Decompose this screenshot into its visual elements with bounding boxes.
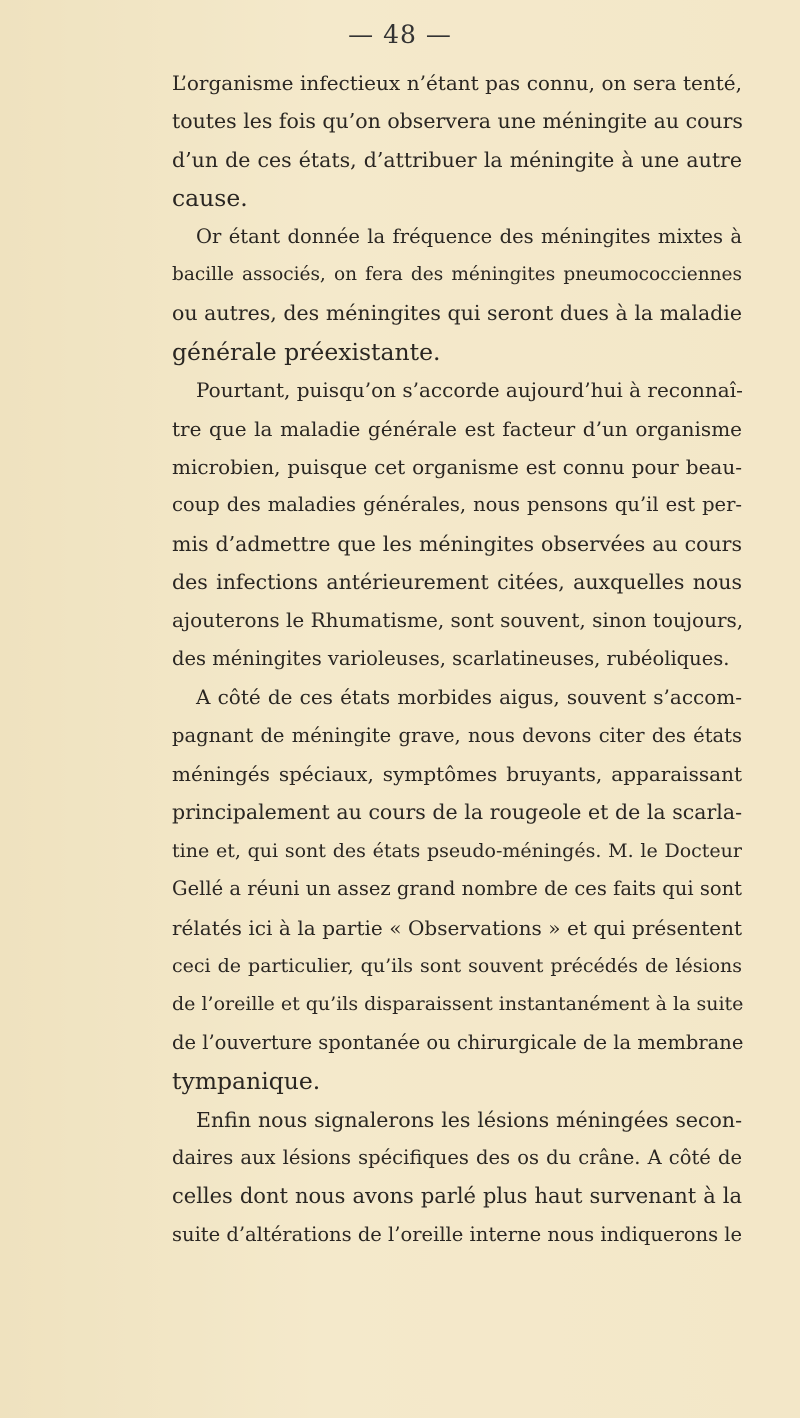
text-line: ou autres, des méningites qui seront dues à la maladie xyxy=(172,301,742,326)
text-line: tine et, qui sont des états pseudo-méningés. M. le Docteur xyxy=(172,839,742,862)
body-text xyxy=(172,64,742,1254)
text-line: Enfin nous signalerons les lésions méningées secon- xyxy=(196,1107,742,1132)
paragraph xyxy=(172,371,742,678)
text-line: rélatés ici à la partie « Observations » et qui présentent xyxy=(172,915,742,940)
text-line: Pourtant, puisqu’on s’accorde aujourd’hui à reconnaî- xyxy=(196,378,743,403)
text-line: des infections antérieurement citées, auxquelles nous xyxy=(172,570,742,595)
paragraph xyxy=(172,678,742,1100)
text-line: ajouterons le Rhumatisme, sont souvent, sinon toujours, xyxy=(172,608,744,633)
text-line: A côté de ces états morbides aigus, souvent s’accom- xyxy=(196,685,742,710)
text-line: Gellé a réuni un assez grand nombre de ces faits qui sont xyxy=(172,877,742,901)
text-line: des méningites varioleuses, scarlatineuses, rubéoliques. xyxy=(172,646,730,670)
text-line: générale préexistante. xyxy=(172,337,441,366)
text-line: principalement au cours de la rougeole et de la scarla- xyxy=(172,800,742,825)
text-line: daires aux lésions spécifiques des os du crâne. A côté de xyxy=(172,1145,742,1169)
text-line: mis d’admettre que les méningites observées au cours xyxy=(172,531,742,556)
text-line: cause. xyxy=(172,184,248,213)
text-line: pagnant de méningite grave, nous devons citer des états xyxy=(172,723,742,747)
text-line: de l’oreille et qu’ils disparaissent instantanément à la suite xyxy=(172,993,744,1016)
text-line: tympanique. xyxy=(172,1067,321,1096)
text-line: de l’ouverture spontanée ou chirurgicale de la membrane xyxy=(172,1030,744,1054)
text-line: ceci de particulier, qu’ils sont souvent précédés de lésions xyxy=(172,954,742,977)
paragraph xyxy=(172,64,742,218)
text-line: toutes les fois qu’on observera une méningite au cours xyxy=(172,109,743,134)
paragraph xyxy=(172,1101,742,1255)
text-line: tre que la maladie générale est facteur d’un organisme xyxy=(172,416,742,441)
text-line: méningés spéciaux, symptômes bruyants, apparaissant xyxy=(172,762,742,787)
text-line: microbien, puisque cet organisme est connu pour beau- xyxy=(172,454,742,479)
text-line: celles dont nous avons parlé plus haut survenant à la xyxy=(172,1184,742,1209)
text-line: Or étant donnée la fréquence des méningites mixtes à xyxy=(196,224,742,248)
text-line: d’un de ces états, d’attribuer la méningite à une autre xyxy=(172,147,742,172)
text-line: coup des maladies générales, nous pensons qu’il est per- xyxy=(172,493,742,517)
text-line: bacille associés, on fera des méningites pneumococciennes xyxy=(172,263,742,285)
text-line: suite d’altérations de l’oreille interne nous indiquerons le xyxy=(172,1222,743,1246)
text-line: L’organisme infectieux n’étant pas connu, on sera tenté, xyxy=(172,71,742,95)
paragraph xyxy=(172,218,742,372)
page-number: — 48 — xyxy=(348,20,452,49)
